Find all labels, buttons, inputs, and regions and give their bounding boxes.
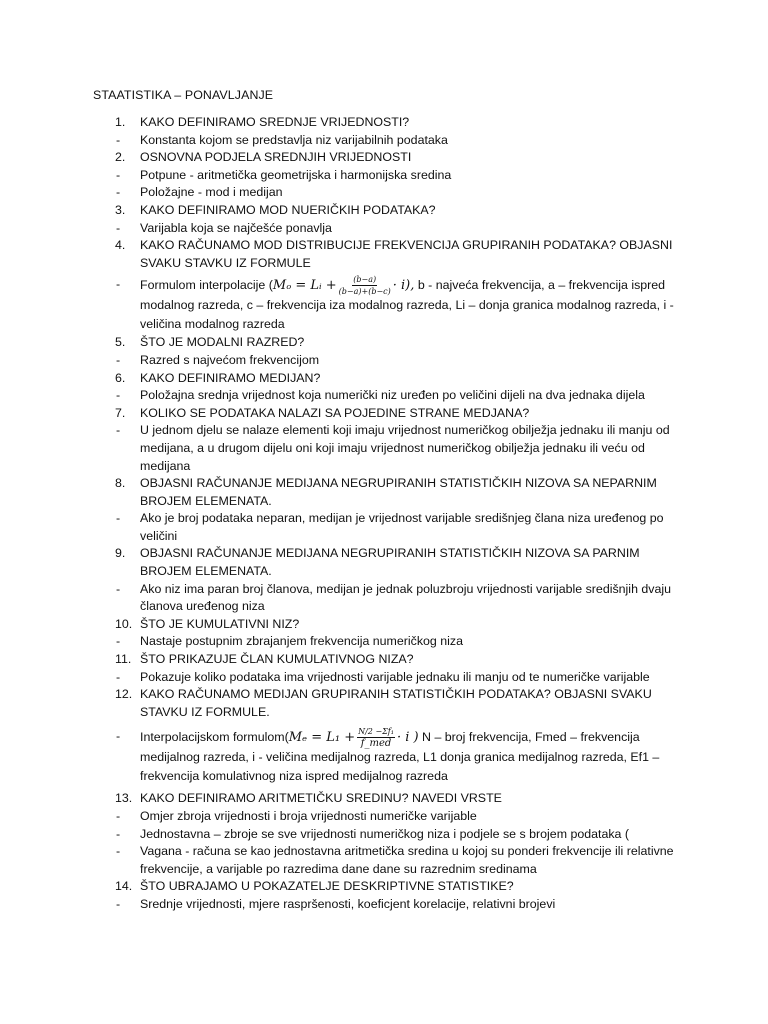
answer-item — [93, 808, 683, 826]
bullet-dash: - — [116, 167, 121, 182]
item-text: KOLIKO SE PODATAKA NALAZI SA POJEDINE STRANE MEDJANA? — [140, 405, 530, 420]
formula-prefix: Formulom interpolacije ( — [140, 278, 273, 293]
question-number: 2. — [115, 150, 126, 165]
bullet-dash: - — [116, 220, 121, 235]
question-item — [93, 790, 683, 808]
item-text: ŠTO PRIKAZUJE ČLAN KUMULATIVNOG NIZA? — [140, 652, 414, 667]
formula-explanation: N – broj frekvencija, Fmed – frekvencija medijalnog razreda, i - veličina medijalnog razreda, L1 donja granica medijalnog razreda, Ef1 – frekvencija komulativnog niza ispred medijalnog razreda — [140, 730, 660, 784]
bullet-dash: - — [116, 511, 121, 526]
item-text: OBJASNI RAČUNANJE MEDIJANA NEGRUPIRANIH STATISTIČKIH NIZOVA SA NEPARNIM BROJEM ELEMENATA. — [140, 476, 657, 508]
answer-item — [93, 184, 683, 202]
question-item — [93, 237, 683, 272]
question-number: 14. — [115, 879, 133, 894]
item-text: Nastaje postupnim zbrajanjem frekvencija numeričkog niza — [140, 634, 463, 649]
item-text: Omjer zbroja vrijednosti i broja vrijednosti numeričke varijable — [140, 809, 477, 823]
bullet-dash: - — [116, 423, 121, 438]
formula-prefix: Interpolacijskom formulom( — [140, 730, 289, 745]
question-number: 6. — [115, 370, 126, 385]
question-number: 5. — [115, 335, 126, 350]
item-text: Varijabla koja se najčešće ponavlja — [140, 220, 332, 235]
question-number: 8. — [115, 476, 126, 491]
answer-item — [93, 510, 683, 545]
item-text: KAKO DEFINIRAMO MEDIJAN? — [140, 370, 321, 385]
answer-item — [93, 669, 683, 687]
item-text: OBJASNI RAČUNANJE MEDIJANA NEGRUPIRANIH STATISTIČKIH NIZOVA SA PARNIM BROJEM ELEMENATA. — [140, 546, 640, 579]
question-item — [93, 686, 683, 721]
question-number: 3. — [115, 202, 126, 217]
question-number: 4. — [115, 238, 126, 253]
question-item — [93, 202, 683, 220]
answer-item — [93, 581, 683, 616]
formula-lhs: Mₒ = Lᵢ + — [272, 278, 337, 294]
item-text: ŠTO JE KUMULATIVNI NIZ? — [140, 616, 300, 631]
formula-tail: · i ) — [396, 730, 419, 746]
item-text: Ako je broj podataka neparan, medijan je vrijednost varijable središnjeg člana niza uređenog po veličini — [140, 511, 664, 543]
question-item — [93, 878, 683, 896]
question-item — [93, 616, 683, 634]
question-item — [93, 545, 683, 580]
answer-item — [93, 220, 683, 238]
bullet-dash: - — [116, 729, 121, 744]
answer-item — [93, 843, 683, 878]
formula-lhs: Mₑ = L₁ + — [288, 730, 356, 746]
item-text: Vagana - računa se kao jednostavna aritmetička sredina u kojoj su ponderi frekvencije ili relativne frekvencije, a varijable po razredima dane dane su razrednim sredinama — [140, 844, 674, 876]
bullet-dash: - — [116, 132, 121, 147]
question-number: 11. — [115, 652, 132, 667]
formula-tail: · i), — [392, 278, 415, 294]
answer-item — [93, 721, 683, 790]
bullet-dash: - — [116, 388, 121, 403]
item-text: Srednje vrijednosti, mjere raspršenosti, koeficjent korelacije, relativni brojevi — [140, 896, 556, 911]
question-item — [93, 405, 683, 423]
question-item — [93, 475, 683, 510]
item-text: Jednostavna – zbroje se sve vrijednosti numeričkog niza i podjele se s brojem podataka ( — [140, 826, 630, 841]
bullet-dash: - — [116, 669, 121, 684]
item-text: Pokazuje koliko podataka ima vrijednosti varijable jednaku ili manju od te numeričke varijable — [140, 669, 650, 684]
item-text: Potpune - aritmetička geometrijska i harmonijska sredina — [140, 167, 452, 182]
answer-item — [93, 352, 683, 370]
fraction-numerator: (b−a) — [353, 275, 377, 285]
question-item — [93, 334, 683, 352]
question-number: 13. — [115, 791, 133, 806]
answer-item — [93, 826, 683, 844]
item-text: Položajne - mod i medijan — [140, 185, 283, 200]
answer-item — [93, 167, 683, 185]
item-text: KAKO DEFINIRAMO MOD NUERIČKIH PODATAKA? — [140, 202, 436, 217]
document-title: STAATISTIKA – PONAVLJANJE — [93, 88, 274, 102]
fraction-denominator: (b−a)+(b−c) — [338, 287, 391, 297]
question-number: 12. — [115, 687, 133, 702]
question-item — [93, 370, 683, 388]
bullet-dash: - — [116, 809, 121, 823]
item-text: KAKO DEFINIRAMO ARITMETIČKU SREDINU? NAVEDI VRSTE — [140, 791, 502, 806]
item-text: KAKO DEFINIRAMO SREDNJE VRIJEDNOSTI? — [140, 115, 410, 129]
item-text: ŠTO JE MODALNI RAZRED? — [140, 335, 305, 350]
item-text: KAKO RAČUNAMO MEDIJAN GRUPIRANIH STATISTIČKIH PODATAKA? OBJASNI SVAKU STAVKU IZ FORMULE. — [140, 687, 652, 719]
answer-item — [93, 422, 683, 475]
bullet-dash: - — [116, 634, 121, 649]
question-number: 7. — [115, 405, 126, 420]
item-text: Položajna srednja vrijednost koja numerički niz uređen po veličini dijeli na dva jednaka dijela — [140, 388, 645, 403]
bullet-dash: - — [116, 896, 121, 911]
answer-item — [93, 132, 683, 150]
formula-fraction — [357, 727, 395, 748]
answer-item — [93, 272, 683, 334]
question-number: 10. — [115, 616, 133, 631]
bullet-dash: - — [116, 352, 121, 367]
question-number: 1. — [115, 115, 126, 129]
item-text: OSNOVNA PODJELA SREDNJIH VRIJEDNOSTI — [140, 150, 412, 165]
item-text — [140, 275, 683, 334]
bullet-dash: - — [116, 185, 121, 200]
question-item — [93, 114, 683, 132]
question-item — [93, 651, 683, 669]
bullet-dash: - — [116, 581, 121, 596]
item-text: Razred s najvećom frekvencijom — [140, 352, 320, 367]
document-body — [93, 114, 683, 914]
item-text: Konstanta kojom se predstavlja niz varijabilnih podataka — [140, 132, 448, 147]
answer-item — [93, 896, 683, 914]
formula-explanation: b - najveća frekvencija, a – frekvencija ispred modalnog razreda, c – frekvencija iza modalnog razreda, Li – donja granica modalnog razreda, i - veličina modalnog razreda — [140, 278, 674, 332]
bullet-dash: - — [116, 826, 121, 841]
item-text: KAKO RAČUNAMO MOD DISTRIBUCIJE FREKVENCIJA GRUPIRANIH PODATAKA? OBJASNI SVAKU STAVKU IZ FORMULE — [140, 238, 673, 270]
answer-item — [93, 633, 683, 651]
bullet-dash: - — [116, 277, 121, 292]
item-text: ŠTO UBRAJAMO U POKAZATELJE DESKRIPTIVNE STATISTIKE? — [140, 879, 514, 894]
item-text — [140, 727, 683, 786]
formula-fraction — [339, 275, 391, 296]
bullet-dash: - — [116, 844, 121, 859]
fraction-numerator: N/2 −Σf₁ — [358, 727, 394, 737]
item-text: U jednom djelu se nalaze elementi koji imaju vrijednost numeričkog obilježja jednaku ili manju od medijana, a u drugom dijelu oni koji imaju vrijednost numeričkog obilježja jednaku ili veću od medijana — [140, 423, 670, 473]
answer-item — [93, 387, 683, 405]
question-item — [93, 149, 683, 167]
item-text: Ako niz ima paran broj članova, medijan je jednak poluzbroju vrijednosti varijable središnjih dvaju članova uređenog niza — [140, 581, 672, 614]
fraction-denominator: f_med — [360, 738, 392, 750]
question-number: 9. — [115, 546, 126, 561]
